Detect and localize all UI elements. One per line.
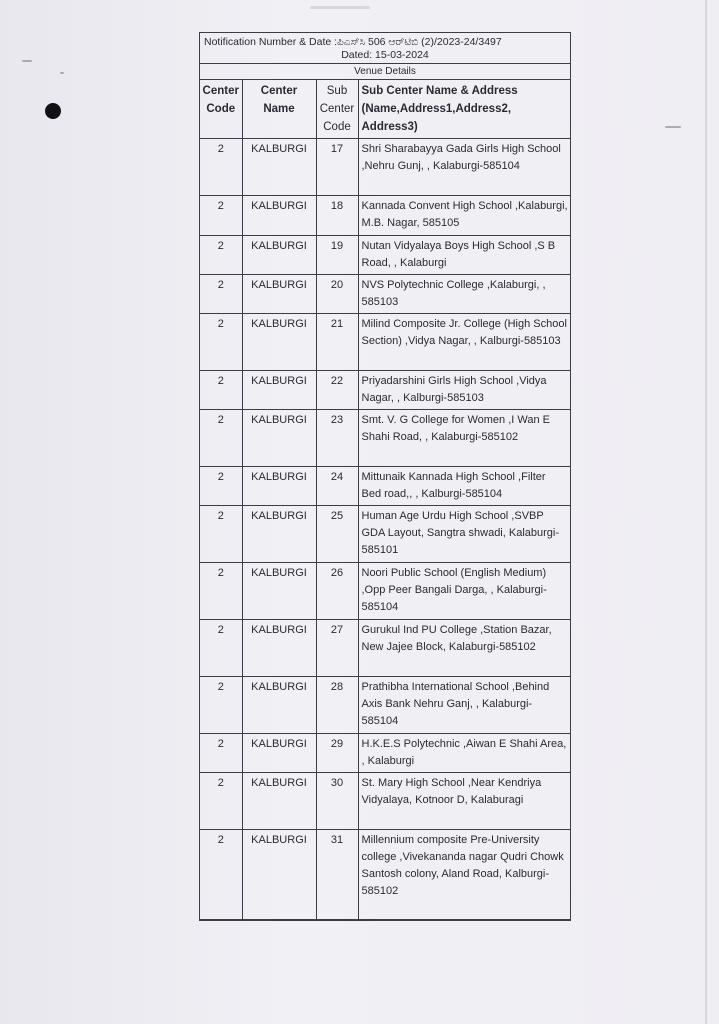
table-row — [200, 677, 570, 734]
sub-center-code-cell: 17 — [316, 139, 358, 196]
center-name-cell: KALBURGI — [242, 371, 316, 410]
table-row — [200, 314, 570, 371]
punch-hole — [45, 103, 61, 119]
header-sub-center-code: Sub Center Code — [316, 80, 358, 139]
sub-center-code-cell: 25 — [316, 506, 358, 563]
center-code-cell: 2 — [200, 506, 242, 563]
sub-center-code-cell: 22 — [316, 371, 358, 410]
center-name-cell: KALBURGI — [242, 506, 316, 563]
notification-date: Dated: 15-03-2024 — [200, 49, 570, 64]
center-name-cell: KALBURGI — [242, 275, 316, 314]
center-code-cell: 2 — [200, 734, 242, 773]
table-row — [200, 236, 570, 275]
page-edge-shadow — [705, 0, 707, 1024]
table-row — [200, 620, 570, 677]
sub-center-address-cell: Milind Composite Jr. College (High School Section) ,Vidya Nagar, , Kalburgi-585103 — [358, 314, 570, 371]
sub-center-address-cell: Shri Sharabayya Gada Girls High School ,Nehru Gunj, , Kalaburgi-585104 — [358, 139, 570, 196]
sub-center-code-cell: 20 — [316, 275, 358, 314]
center-name-cell: KALBURGI — [242, 830, 316, 920]
center-code-cell: 2 — [200, 410, 242, 467]
center-name-cell: KALBURGI — [242, 620, 316, 677]
sub-center-code-cell: 30 — [316, 773, 358, 830]
sub-center-address-cell: NVS Polytechnic College ,Kalaburgi, , 585103 — [358, 275, 570, 314]
sub-center-address-cell: Nutan Vidyalaya Boys High School ,S B Road, , Kalaburgi — [358, 236, 570, 275]
table-row — [200, 563, 570, 620]
sub-center-address-cell: H.K.E.S Polytechnic ,Aiwan E Shahi Area, , Kalaburgi — [358, 734, 570, 773]
table-row — [200, 467, 570, 506]
sub-center-code-cell: 18 — [316, 196, 358, 236]
center-code-cell: 2 — [200, 275, 242, 314]
sub-center-code-cell: 24 — [316, 467, 358, 506]
sub-center-address-cell: Mittunaik Kannada High School ,Filter Bed road,, , Kalburgi-585104 — [358, 467, 570, 506]
center-code-cell: 2 — [200, 773, 242, 830]
sub-center-code-cell: 27 — [316, 620, 358, 677]
center-code-cell: 2 — [200, 677, 242, 734]
sub-center-address-cell: Priyadarshini Girls High School ,Vidya Nagar, , Kalburgi-585103 — [358, 371, 570, 410]
table-row — [200, 275, 570, 314]
sub-center-address-cell: Millennium composite Pre-University college ,Vivekananda nagar Qudri Chowk Santosh colony, Aland Road, Kalburgi-585102 — [358, 830, 570, 920]
sub-center-address-cell: Human Age Urdu High School ,SVBP GDA Layout, Sangtra shwadi, Kalaburgi-585101 — [358, 506, 570, 563]
notification-number: Notification Number & Date :ಪಿಎಸ್‌ಸಿ 506 ಆರ್‌ಟಿಬಿ (2)/2023-24/3497 — [204, 36, 502, 48]
scan-speck — [22, 60, 32, 62]
table-row — [200, 196, 570, 236]
table-row — [200, 506, 570, 563]
center-code-cell: 2 — [200, 139, 242, 196]
table-row — [200, 139, 570, 196]
venue-document — [199, 32, 571, 921]
venue-details-heading: Venue Details — [200, 64, 570, 80]
table-row — [200, 410, 570, 467]
sub-center-code-cell: 26 — [316, 563, 358, 620]
center-code-cell: 2 — [200, 467, 242, 506]
table-header-row — [200, 80, 570, 139]
sub-center-address-cell: St. Mary High School ,Near Kendriya Vidyalaya, Kotnoor D, Kalaburagi — [358, 773, 570, 830]
sub-center-code-cell: 19 — [316, 236, 358, 275]
table-row — [200, 830, 570, 920]
center-code-cell: 2 — [200, 620, 242, 677]
sub-center-address-cell: Gurukul Ind PU College ,Station Bazar, New Jajee Block, Kalaburgi-585102 — [358, 620, 570, 677]
sub-center-code-cell: 21 — [316, 314, 358, 371]
table-row — [200, 371, 570, 410]
scan-speck — [665, 126, 681, 128]
center-code-cell: 2 — [200, 830, 242, 920]
header-sub-center-name: Sub Center Name & Address (Name,Address1,Address2, Address3) — [358, 80, 570, 139]
sub-center-address-cell: Prathibha International School ,Behind Axis Bank Nehru Ganj, , Kalaburgi-585104 — [358, 677, 570, 734]
center-name-cell: KALBURGI — [242, 677, 316, 734]
center-code-cell: 2 — [200, 371, 242, 410]
header-center-code: Center Code — [200, 80, 242, 139]
center-name-cell: KALBURGI — [242, 314, 316, 371]
table-row — [200, 734, 570, 773]
sub-center-address-cell: Noori Public School (English Medium) ,Opp Peer Bangali Darga, , Kalaburgi-585104 — [358, 563, 570, 620]
center-name-cell: KALBURGI — [242, 773, 316, 830]
table-body — [200, 139, 570, 920]
center-name-cell: KALBURGI — [242, 410, 316, 467]
center-code-cell: 2 — [200, 563, 242, 620]
sub-center-address-cell: Smt. V. G College for Women ,I Wan E Shahi Road, , Kalaburgi-585102 — [358, 410, 570, 467]
center-name-cell: KALBURGI — [242, 196, 316, 236]
sub-center-address-cell: Kannada Convent High School ,Kalaburgi, M.B. Nagar, 585105 — [358, 196, 570, 236]
center-name-cell: KALBURGI — [242, 139, 316, 196]
sub-center-code-cell: 29 — [316, 734, 358, 773]
center-name-cell: KALBURGI — [242, 467, 316, 506]
center-code-cell: 2 — [200, 236, 242, 275]
sub-center-code-cell: 28 — [316, 677, 358, 734]
scan-speck — [310, 6, 370, 9]
center-code-cell: 2 — [200, 196, 242, 236]
venue-table — [200, 80, 570, 920]
sub-center-code-cell: 31 — [316, 830, 358, 920]
header-center-name: Center Name — [242, 80, 316, 139]
table-row — [200, 773, 570, 830]
center-name-cell: KALBURGI — [242, 563, 316, 620]
sub-center-code-cell: 23 — [316, 410, 358, 467]
center-name-cell: KALBURGI — [242, 236, 316, 275]
center-code-cell: 2 — [200, 314, 242, 371]
center-name-cell: KALBURGI — [242, 734, 316, 773]
scan-speck — [60, 72, 64, 74]
